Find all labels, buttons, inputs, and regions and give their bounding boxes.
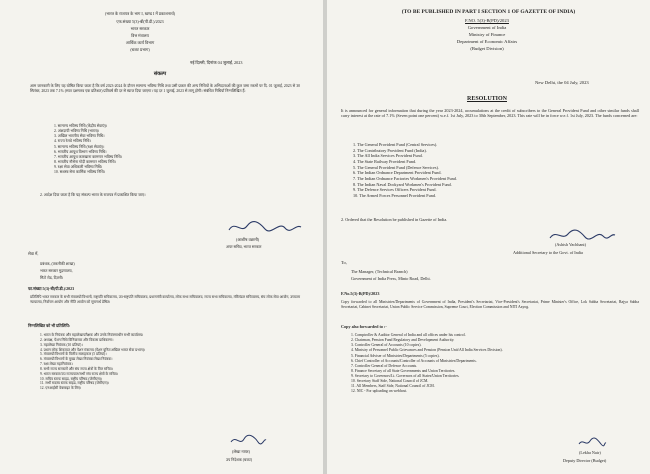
list-item: 2. अंशदायी भविष्य निधि (भारत)। <box>54 129 100 134</box>
list-item: 11. सभी सदस्य स्टाफ साइड, राष्ट्रीय परिषद (जेसीएम)। <box>40 381 110 386</box>
resolution-body: आम जानकारी के लिए यह घोषित किया जाता है कि वर्ष 2023-2024 के दौरान सामान्य भविष्य निधि तथा उसी प्रकार की अन्य निधियों के अभिदाताओं की कुल जमा रकमों पर दि. 01 जुलाई, 2023 से 30 सितंबर, 2023 तक 7.1% (सात दशमलव एक प्रतिशत) प्रतिवर्ष की दर से ब्याज दिया जाएगा। यह दर 1 जुलाई, 2023 से लागू होगी। संबंधित निधियाँ निम्नलिखित हैं: <box>30 84 300 93</box>
file-number-2: F.No.5(3)-B(PD)/2023 <box>341 291 380 296</box>
list-item: 4. राज्य रेलवे भविष्य निधि। <box>54 139 91 144</box>
list-item: 1. The General Provident Fund (Central Services). <box>353 142 438 147</box>
fund-list <box>353 142 457 199</box>
resolution-title: RESOLUTION <box>466 96 507 102</box>
list-item: 10. The Armed Forces Personnel Provident Fund. <box>353 193 436 199</box>
list-item: 1. सामान्य भविष्य निधि (केंद्रीय सेवाएं)। <box>54 124 108 128</box>
list-item: 9. Secretary to Governors/Lt. Governors of all States/Union Territories. <box>351 374 460 378</box>
list-item: 7. The Indian Ordnance Factories Workmen's Provident Fund. <box>353 176 457 182</box>
list-item: 3. The All India Services Provident Fund. <box>353 153 423 159</box>
bottom-signatory-title: Deputy Director (Budget) <box>563 458 607 463</box>
place-date: नई दिल्ली, दिनांक 04 जुलाई, 2023 <box>190 60 243 65</box>
bottom-signatory-title: उप निदेशक (बजट) <box>226 458 253 462</box>
list-item: 2. The Contributory Provident Fund (India). <box>353 147 427 153</box>
to-address-1: The Manager, (Technical Branch) <box>351 269 408 274</box>
list-item: 5. Financial Adviser of Ministries/Departments (5 copies). <box>351 353 440 358</box>
list-item: 2. Chairman, Pension Fund Regulatory and Development Authority. <box>351 338 455 343</box>
list-item: 8. The Indian Naval Dockyard Workmen's Provident Fund. <box>353 181 452 187</box>
ministry-line: Ministry of Finance <box>468 32 506 37</box>
department-line: Department of Economic Affairs <box>456 39 518 44</box>
forward-list <box>351 333 503 395</box>
forward-label: Copy also forwarded to :- <box>341 324 387 329</box>
list-item: 9. रक्षा सेवा अधिकारी भविष्य निधि। <box>54 165 103 169</box>
copy-paragraph: Copy forwarded to all Ministries/Departments of Government of India, President's Secretariat, Vice-President's Secretariat, Prime Minister's Office, Lok Sabha Secretariat, Rajya Sabha Secretariat, Cabinet Secretariat, Union Public Service Commission, Supreme Court, Election Commission and NITI Aayog. <box>341 300 639 309</box>
signatory-name: (Ashish Vachhani) <box>555 242 586 247</box>
gazette-note: (TO BE PUBLISHED IN PART I SECTION 1 OF GAZETTE OF INDIA) <box>401 9 576 15</box>
list-item: 8. सभी राज्य सरकारों और संघ राज्य क्षेत्रों के वित्त सचिव। <box>40 366 114 371</box>
forward-label: निम्नलिखित को भी प्रतिलिपि: <box>28 323 71 328</box>
signature-ashish <box>225 218 305 236</box>
fund-list <box>54 124 122 175</box>
list-item: 5. The General Provident Fund (Defence Services). <box>353 164 439 170</box>
list-item: 7. Controller General of Defence Accounts. <box>351 363 418 368</box>
resolution-title: संकल्प <box>153 72 167 77</box>
list-item: 6. मंत्रालयों/विभागों के मुख्य लेखा नियंत्रक/लेखा नियंत्रक। <box>40 357 113 362</box>
gazette-note: (भारत के राजपत्र के भाग I, खण्ड I में प्रकाशनार्थ) <box>104 11 176 16</box>
copy-paragraph: प्रतिलिपि भारत सरकार के सभी मंत्रालयों/विभागों, राष्ट्रपति सचिवालय, उप-राष्ट्रपति सचिवालय, प्रधानमंत्री कार्यालय, लोक सभा सचिवालय, राज्य सभा सचिवालय, मंत्रिमंडल सचिवालय, संघ लोक सेवा आयोग, उच्चतम न्यायालय, निर्वाचन आयोग और नीति आयोग को सूचनार्थ प्रेषित। <box>30 295 300 304</box>
to-address-2: Government of India Press, Minto Road, Delhi. <box>351 276 431 281</box>
list-item: 1. Comptroller & Auditor General of India and all offices under his control. <box>351 333 466 337</box>
signatory-title: Additional Secretary to the Govt. of India <box>513 250 583 255</box>
list-item: 7. भारतीय आयुध कारखाना कामगार भविष्य निधि। <box>54 154 123 159</box>
signatory-title: अपर सचिव, भारत सरकार <box>226 245 262 249</box>
forward-list <box>40 333 145 391</box>
order-line: 2. Ordered that the Resolution be published in Gazette of India. <box>341 217 448 222</box>
signature-lekha <box>228 432 268 448</box>
list-item: 12. NIC - For uploading on webhost. <box>351 389 408 394</box>
to-address-1: प्रबंधक, (तकनीकी शाखा) <box>40 262 75 266</box>
hindi-resolution-page <box>0 0 323 474</box>
list-item: 9. The Defence Services Officers Provident Fund. <box>353 187 437 193</box>
list-item: 3. महालेखा नियंत्रक (10 प्रतियां)। <box>40 342 83 347</box>
file-number: F.NO. 5(3)-B(PD)/2023 <box>465 18 509 23</box>
list-item: 8. भारतीय नौसेना गोदी कामगार भविष्य निधि। <box>54 159 116 164</box>
file-number: एफ.संख्या 5(3)-बी(पी.डी.)/2023 <box>116 19 164 24</box>
government-line: भारत सरकार <box>130 26 150 31</box>
list-item: 11. All Members, Staff Side, National Council of JCM. <box>351 384 435 389</box>
list-item: 4. The State Railway Provident Fund. <box>353 159 417 165</box>
to-address-2: भारत सरकार मुद्रणालय, <box>40 269 73 273</box>
bottom-signatory-name: (लेखा नायर) <box>232 449 250 454</box>
list-item: 6. Chief Controller of Accounts/Controller of Accounts of Ministries/Departments. <box>351 358 477 363</box>
signature-lekha <box>577 435 607 449</box>
bottom-signatory-name: (Lekha Nair) <box>579 450 601 455</box>
resolution-body: It is announced for general information that during the year 2023-2024, accumulations at the credit of subscribers to the General Provident Fund and other similar funds shall carry interest at the rate of 7.1% (Seven point one percent) w.e.f. 1st July, 2023 to 30th September, 2023. This rate will be in force w.e.f. 1st July, 2023. The funds concerned are: <box>341 108 639 119</box>
list-item: 7. रक्षा लेखा महानियंत्रक। <box>40 362 73 367</box>
order-line: 2. आदेश दिया जाता है कि यह संकल्प भारत के राजपत्र में प्रकाशित किया जाए। <box>40 193 146 197</box>
english-resolution-page <box>327 0 650 474</box>
list-item: 8. Finance Secretary of all State Governments and Union Territories. <box>351 368 456 373</box>
list-item: 5. मंत्रालयों/विभागों के वित्तीय सलाहकार (5 प्रतियां)। <box>40 352 107 357</box>
list-item: 3. अखिल भारतीय सेवा भविष्य निधि। <box>54 134 105 139</box>
ministry-line: वित्त मंत्रालय <box>131 33 149 38</box>
government-line: Government of India <box>467 25 507 30</box>
list-item: 9. भारत सरकार/उप राज्यपाल/सभी संघ राज्य क्षेत्रों के सचिव। <box>40 371 119 376</box>
division-line: (Budget Division) <box>470 46 504 51</box>
list-item: 10. सचिव स्टाफ साइड, राष्ट्रीय परिषद (जेसीएम)। <box>40 376 103 381</box>
to-label: सेवा में, <box>28 251 39 256</box>
list-item: 4. प्रधान लोक शिकायत और पेंशन मंत्रालय (पेंशन यूनिट/अखिल भारत सेवा प्रभाग)। <box>40 347 146 352</box>
list-item: 3. Controller General of Accounts (10 copies). <box>351 343 422 348</box>
list-item: 12. एनआईसी वेबसाइट के लिए। <box>40 386 82 391</box>
list-item: 1. भारत के नियंत्रक और महालेखापरीक्षक और उनके नियंत्रणाधीन सभी कार्यालय। <box>40 333 144 337</box>
to-label: To, <box>341 260 347 265</box>
list-item: 2. अध्यक्ष, पेंशन निधि विनियामक और विकास प्राधिकरण। <box>40 337 114 342</box>
list-item: 6. The Indian Ordnance Department Provident Fund. <box>353 170 442 176</box>
file-number-2: फा.संख्या 5(3)-बी(पी.डी.)/2023 <box>28 286 75 291</box>
list-item: 10. सशस्त्र सेना कार्मिक भविष्य निधि। <box>54 170 106 175</box>
signatory-name: (आशीष वछानी) <box>236 237 260 242</box>
department-line: आर्थिक कार्य विभाग <box>125 40 155 45</box>
division-line: (बजट प्रभाग) <box>130 47 150 52</box>
list-item: 4. Ministry of Personnel Public Grievances and Pension (Pension Unit/All India Services Division). <box>351 348 503 353</box>
place-date: New Delhi, the 04 July, 2023 <box>535 80 589 85</box>
list-item: 10. Secretary Staff Side, National Council of JCM. <box>351 379 429 384</box>
to-address-3: मिंटो रोड, दिल्ली। <box>40 276 64 280</box>
list-item: 5. सामान्य भविष्य निधि (रक्षा सेवाएं)। <box>54 144 105 149</box>
list-item: 6. भारतीय आयुध विभाग भविष्य निधि। <box>54 149 107 154</box>
